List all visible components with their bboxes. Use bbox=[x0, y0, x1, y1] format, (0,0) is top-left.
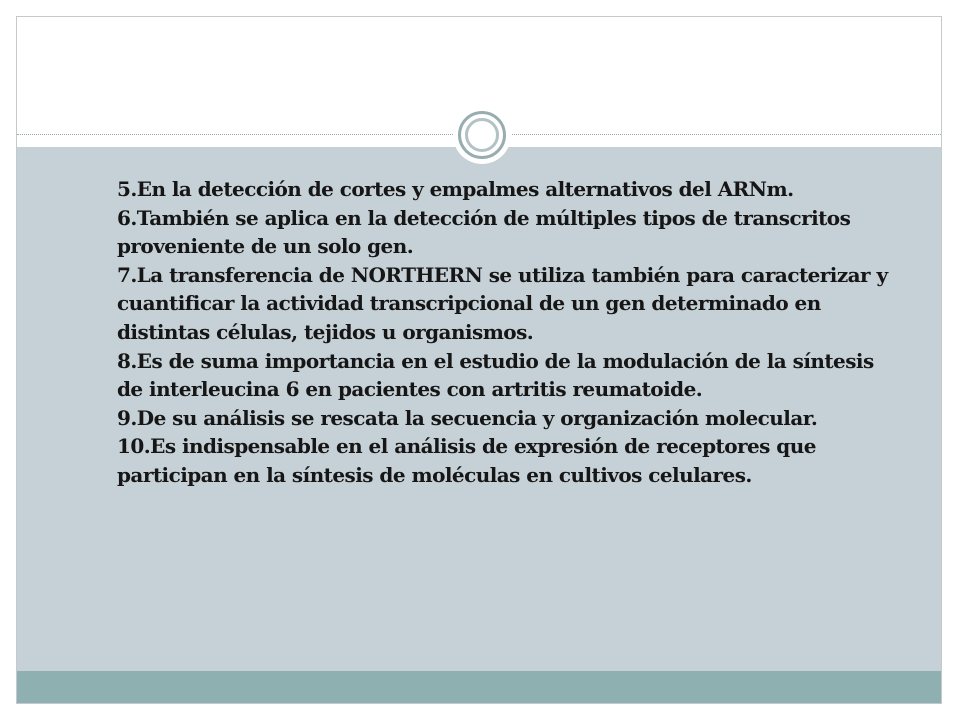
paragraph-10: 10.Es indispensable en el análisis de expresión de receptores que participan en la síntesis de moléculas en cultivos celulares. bbox=[117, 434, 816, 487]
paragraph-6: 6.También se aplica en la detección de múltiples tipos de transcritos proveniente de un solo gen. bbox=[117, 205, 851, 259]
inner-ring bbox=[465, 118, 499, 152]
paragraph-8: 8.Es de suma importancia en el estudio de la modulación de la síntesis de interleucina 6 en pacientes con artritis reumatoide. bbox=[117, 348, 874, 402]
slide bbox=[16, 16, 942, 704]
paragraph-7: 7.La transferencia de NORTHERN se utiliza también para caracterizar y cuantificar la actividad transcripcional de un gen determinado en distintas células, tejidos u organismos. bbox=[117, 262, 888, 344]
footer-band bbox=[17, 671, 941, 704]
paragraph-5: 5.En la detección de cortes y empalmes alternativos del ARNm. bbox=[117, 177, 794, 201]
circle-ornament-icon bbox=[453, 106, 511, 164]
paragraph-9: 9.De su análisis se rescata la secuencia y organización molecular. bbox=[117, 405, 818, 430]
body-text-list bbox=[117, 175, 897, 490]
